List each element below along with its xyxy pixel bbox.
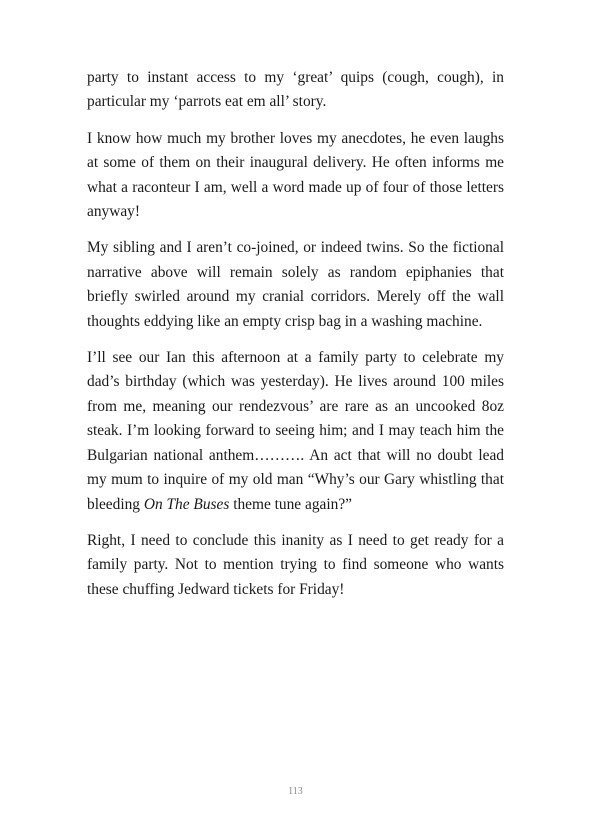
paragraph-3 bbox=[87, 236, 504, 334]
paragraph-2-text: I know how much my brother loves my anecdotes, he even laughs at some of them on their inaugural delivery. He often informs me what a raconteur I am, well a word made up of four of those letters anyway! bbox=[87, 129, 504, 221]
body-text bbox=[87, 66, 504, 614]
paragraph-4 bbox=[87, 346, 504, 517]
paragraph-1-text: party to instant access to my ‘great’ quips (cough, cough), in particular my ‘parrots eat em all’ story. bbox=[87, 69, 504, 111]
paragraph-2 bbox=[87, 127, 504, 225]
paragraph-4-text: I’ll see our Ian this afternoon at a family party to celebrate my dad’s birthday (which was yesterday). He lives around 100 miles from me, meaning our rendezvous’ are rare as an uncooked 8oz steak. I’m looking forward to seeing him; and I may teach him the Bulgarian national anthem………. An act that will no doubt lead my mum to inquire of my old man “Why’s our Gary whistling that bleeding bbox=[87, 349, 504, 513]
page-number: 113 bbox=[288, 786, 303, 797]
paragraph-4-title-italic: On The Buses bbox=[143, 495, 230, 513]
paragraph-3-text: My sibling and I aren’t co-joined, or indeed twins. So the fictional narrative above will remain solely as random epiphanies that briefly swirled around my cranial corridors. Merely off the wall thoughts eddying like an empty crisp bag in a washing machine. bbox=[87, 239, 504, 330]
paragraph-5 bbox=[87, 529, 504, 602]
paragraph-1 bbox=[87, 66, 504, 115]
paragraph-5-text: Right, I need to conclude this inanity as I need to get ready for a family party. Not to mention trying to find someone who wants these chuffing Jedward tickets for Friday! bbox=[87, 531, 504, 598]
paragraph-4-text-end: theme tune again?” bbox=[229, 495, 352, 513]
